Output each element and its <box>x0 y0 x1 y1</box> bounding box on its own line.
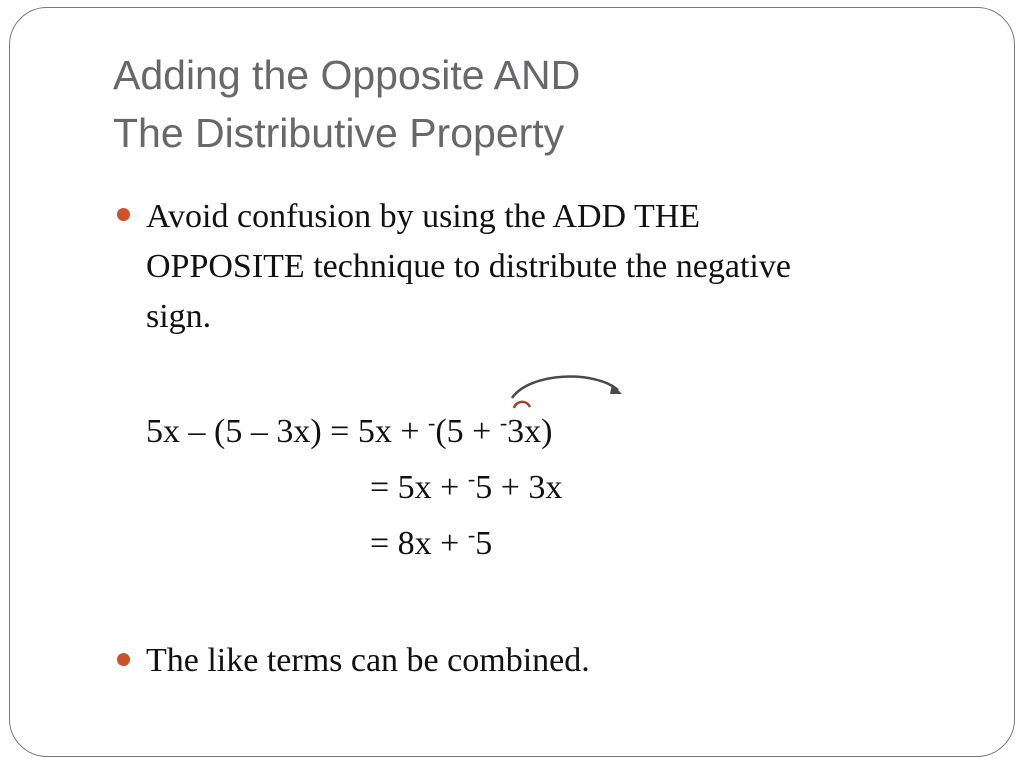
bullet-1-text <box>146 192 791 342</box>
distribute-arrow-icon <box>500 376 640 416</box>
bullet-2-line-1: The like terms can be combined. <box>146 642 590 679</box>
equation-line-1 <box>146 412 552 455</box>
equation-line-3 <box>370 524 492 567</box>
bullet-dot-icon <box>117 208 130 221</box>
equation-3-post: 5 <box>475 525 493 562</box>
equation-1-negative-sign-2: - <box>499 410 508 435</box>
equation-2-negative-sign: - <box>467 466 476 491</box>
equation-2-post: 5 + 3x <box>475 469 563 506</box>
bullet-1-line-1: Avoid confusion by using the ADD THE <box>146 198 701 235</box>
equation-line-2 <box>370 468 562 511</box>
bullet-1-line-2: OPPOSITE technique to distribute the negative <box>146 248 791 285</box>
bullet-2-text <box>146 636 590 686</box>
equation-1-rhs: 3x) <box>507 413 553 450</box>
bullet-1-line-3: sign. <box>146 298 212 335</box>
equation-1-lhs: 5x – (5 – 3x) = 5x + <box>146 413 420 450</box>
bullet-dot-icon <box>117 653 130 666</box>
equation-3-negative-sign: - <box>467 522 476 547</box>
equation-3-pre: = 8x + <box>370 525 460 562</box>
equation-2-pre: = 5x + <box>370 469 460 506</box>
equation-1-negative-sign-1: - <box>428 410 436 435</box>
title-line-1: Adding the Opposite AND <box>113 52 581 98</box>
equation-1-mid: (5 + <box>435 413 492 450</box>
slide-title <box>113 46 913 162</box>
title-line-2: The Distributive Property <box>113 110 565 156</box>
